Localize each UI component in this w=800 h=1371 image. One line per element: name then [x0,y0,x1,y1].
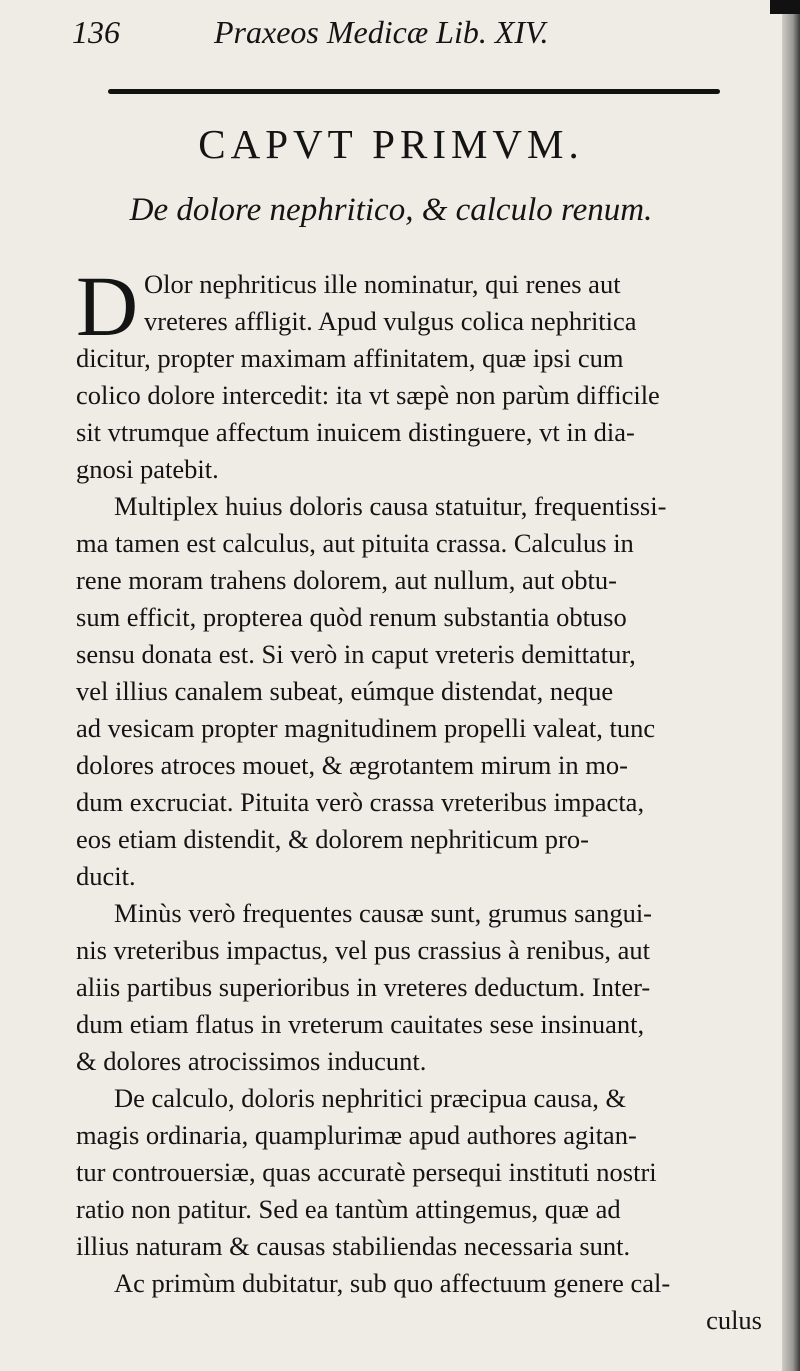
text-line: sit vtrumque affectum inuicem distinguere, vt in dia- [76,417,635,447]
text-line: Ac primùm dubitatur, sub quo affectuum genere cal- [114,1268,671,1298]
text-line: De calculo, doloris nephritici præcipua causa, & [114,1083,627,1113]
text-line: vel illius canalem subeat, eúmque distendat, neque [76,676,614,706]
catchword: culus [706,1305,762,1335]
text-line: vreteres affligit. Apud vulgus colica nephritica [144,306,637,336]
text-line: sum efficit, propterea quòd renum substantia obtuso [76,602,627,632]
header-rule [108,89,720,94]
scan-edge [770,0,800,14]
paragraph-5 [76,1265,766,1302]
text-line: illius naturam & causas stabiliendas necessaria sunt. [76,1231,631,1261]
text-line: dicitur, propter maximam affinitatem, quæ ipsi cum [76,343,624,373]
text-line: Olor nephriticus ille nominatur, qui renes aut [144,269,621,299]
text-line: rene moram trahens dolorem, aut nullum, aut obtu- [76,565,617,595]
text-line: dum etiam flatus in vreterum cauitates sese insinuant, [76,1009,645,1039]
paragraph-4 [76,1080,766,1265]
paragraph-3 [76,895,766,1080]
text-line: sensu donata est. Si verò in caput vreteris demittatur, [76,639,636,669]
text-line: ducit. [76,861,136,891]
text-line: aliis partibus superioribus in vreteres deductum. Inter- [76,972,651,1002]
drop-cap: D [76,258,139,354]
text-line: eos etiam distendit, & dolorem nephriticum pro- [76,824,589,854]
text-line: dolores atroces mouet, & ægrotantem mirum in mo- [76,750,628,780]
text-line: & dolores atrocissimos inducunt. [76,1046,427,1076]
running-head: Praxeos Medicæ Lib. XIV. [214,14,549,50]
text-line: tur controuersiæ, quas accuratè persequi instituti nostri [76,1157,657,1187]
text-line: ad vesicam propter magnitudinem propelli valeat, tunc [76,713,656,743]
text-line: Multiplex huius doloris causa statuitur, frequentissi- [114,491,667,521]
paragraph-1 [76,258,766,488]
body-text [76,258,766,1339]
text-line: Minùs verò frequentes causæ sunt, grumus sangui- [114,898,653,928]
text-line: colico dolore intercedit: ita vt sæpè non parùm difficile [76,380,660,410]
paragraph-2 [76,488,766,895]
chapter-title: CAPVT PRIMVM. [198,121,584,167]
text-line: ma tamen est calculus, aut pituita crassa. Calculus in [76,528,634,558]
text-line: dum excruciat. Pituita verò crassa vreteribus impacta, [76,787,645,817]
page-number: 136 [72,14,120,50]
text-line: magis ordinaria, quamplurimæ apud authores agitan- [76,1120,637,1150]
text-line: ratio non patitur. Sed ea tantùm attingemus, quæ ad [76,1194,621,1224]
text-line: nis vreteribus impactus, vel pus crassius à renibus, aut [76,935,651,965]
book-spine-shadow [782,0,800,1371]
chapter-subtitle: De dolore nephritico, & calculo renum. [129,192,653,228]
text-line: gnosi patebit. [76,454,219,484]
